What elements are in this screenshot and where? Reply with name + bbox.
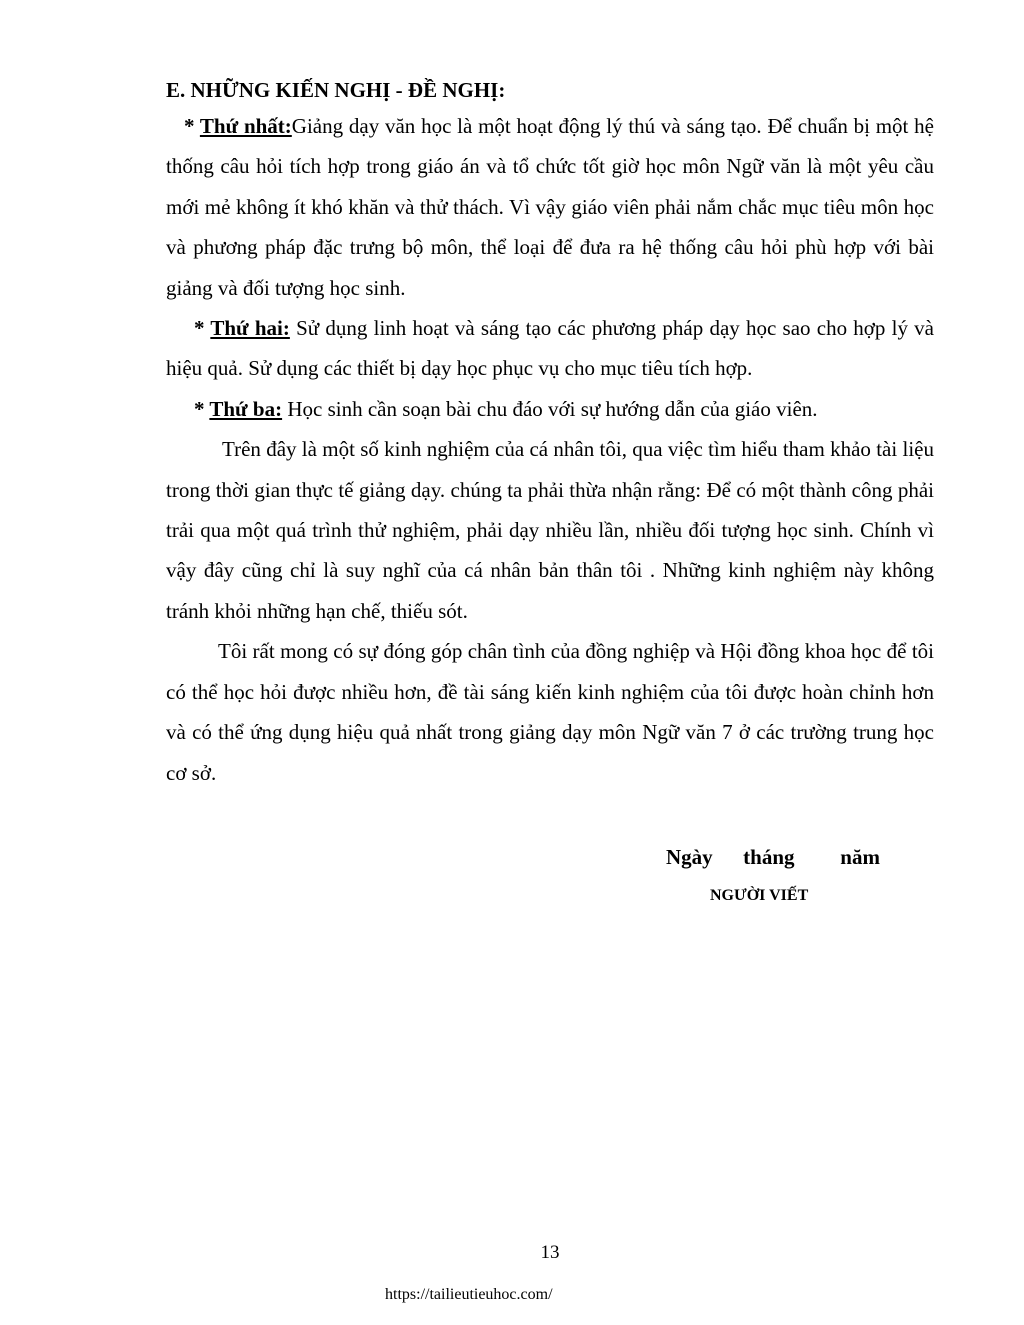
recommendation-second (166, 308, 934, 389)
recommendation-label: Thứ nhất: (199, 114, 292, 138)
recommendation-text: Giảng dạy văn học là một hoạt động lý thú và sáng tạo. Để chuẩn bị một hệ thống câu hỏi tích hợp trong giáo án và tổ chức tốt giờ học môn Ngữ văn là một yêu cầu mới mẻ không ít khó khăn và thử thách. Vì vậy giáo viên phải nắm chắc mục tiêu môn học và phương pháp đặc trưng bộ môn, thể loại để đưa ra hệ thống câu hỏi phù hợp với bài giảng và đối tượng học sinh. (166, 114, 934, 300)
recommendation-text: Sử dụng linh hoạt và sáng tạo các phương pháp dạy học sao cho hợp lý và hiệu quả. Sử dụng các thiết bị dạy học phục vụ cho mục tiêu tích hợp. (166, 316, 935, 381)
footer-url: https://tailieutieuhoc.com/ (385, 1286, 553, 1303)
body-paragraph: Tôi rất mong có sự đóng góp chân tình của đồng nghiệp và Hội đồng khoa học để tôi có thể học hỏi được nhiều hơn, đề tài sáng kiến kinh nghiệm của tôi được hoàn chỉnh hơn và có thể ứng dụng hiệu quả nhất trong giảng dạy môn Ngữ văn 7 ở các trường trung học cơ sở. (166, 639, 934, 785)
bullet-star: * (194, 316, 211, 341)
body-paragraph: Trên đây là một số kinh nghiệm của cá nhân tôi, qua việc tìm hiểu tham khảo tài liệu trong thời gian thực tế giảng dạy. chúng ta phải thừa nhận rằng: Để có một thành công phải trải qua một quá trình thử nghiệm, phải dạy nhiều lần, nhiều đối tượng học sinh. Chính vì vậy đây cũng chỉ là suy nghĩ của cá nhân bản thân tôi . Những kinh nghiệm này không tránh khỏi những hạn chế, thiếu sót. (166, 437, 934, 623)
section-heading: E. NHỮNG KIẾN NGHỊ - ĐỀ NGHỊ: (166, 78, 506, 102)
recommendation-label: Thứ hai: (210, 316, 290, 341)
recommendation-third (166, 389, 934, 429)
recommendation-label: Thứ ba: (209, 396, 283, 421)
signature-date: Ngày tháng năm (666, 845, 880, 869)
bullet-star: * (184, 114, 200, 138)
recommendation-text: Học sinh cần soạn bài chu đáo với sự hướng dẫn của giáo viên. (282, 396, 818, 421)
page-number: 13 (540, 1242, 560, 1263)
recommendation-first (166, 106, 934, 308)
bullet-star: * (194, 396, 210, 421)
signature-block (666, 842, 906, 908)
document-body (166, 74, 934, 793)
signature-author: NGƯỜI VIẾT (710, 887, 809, 904)
